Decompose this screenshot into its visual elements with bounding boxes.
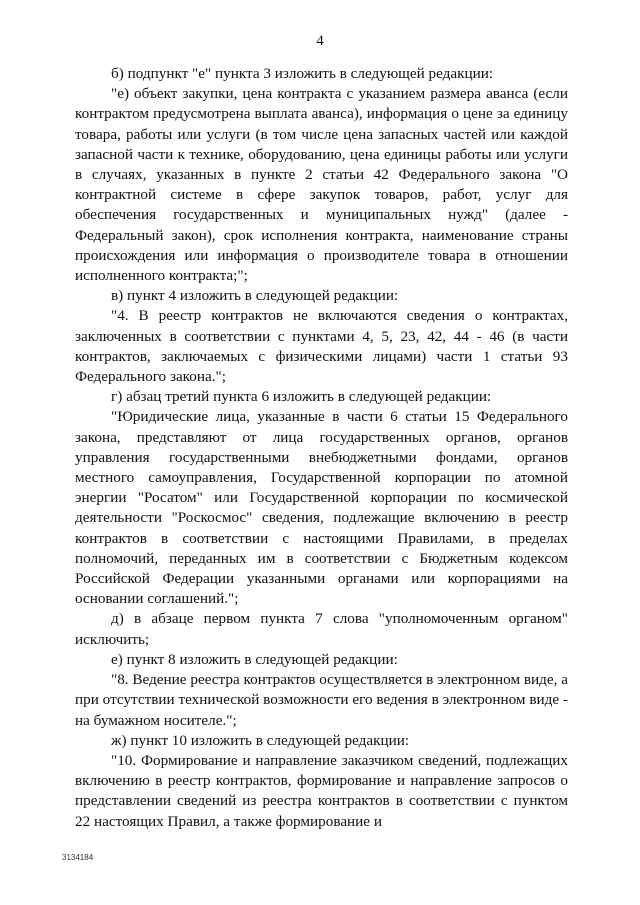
document-code: 3134184 <box>62 853 94 862</box>
paragraph-quote-e: "е) объект закупки, цена контракта с указанием размера аванса (если контрактом предусмотрена выплата аванса), информация о цене за единицу товара, работы или услуги (в том числе цена запасных частей или каждой запасной части к технике, оборудованию, цена единицы работы или услуги в случаях, указанных в пункте 2 статьи 42 Федерального закона "О контрактной системе в сфере закупок товаров, работ, услуг для обеспечения государственных и муниципальных нужд" (далее - Федеральный закон), срок исполнения контракта, наименование страны происхождения или информация о производителе товара в отношении исполненного контракта;"; <box>75 85 568 285</box>
paragraph-subitem-e: е) пункт 8 изложить в следующей редакции: <box>111 650 398 668</box>
paragraph-quote-legal-entities: "Юридические лица, указанные в части 6 статьи 15 Федерального закона, представляют от лица государственных органов, органов управления государственными внебюджетными фондами, органов местного самоуправления, Государственной корпорации по атомной энергии "Росатом" или Государственной корпорации по космической деятельности "Роскосмос" сведения, подлежащие включению в реестр контрактов в соответствии с настоящими Правилами, в пределах полномочий, переданных им в соответствии с Бюджетным кодексом Российской Федерации указанными органами или корпорациями на основании соглашений."; <box>75 408 568 608</box>
document-body <box>75 64 568 832</box>
paragraph-subitem-g: г) абзац третий пункта 6 изложить в следующей редакции: <box>111 388 492 406</box>
paragraph-quote-8: "8. Ведение реестра контрактов осуществляется в электронном виде, а при отсутствии технической возможности его ведения в электронном виде - на бумажном носителе."; <box>75 671 568 729</box>
paragraph-quote-4: "4. В реестр контрактов не включаются сведения о контрактах, заключенных в соответствии с пунктами 4, 5, 23, 42, 44 - 46 (в части контрактов, заключаемых с физическими лицами) части 1 статьи 93 Федерального закона."; <box>75 307 568 386</box>
page-number: 4 <box>316 33 324 49</box>
paragraph-subitem-b: б) подпункт "е" пункта 3 изложить в следующей редакции: <box>111 65 494 82</box>
paragraph-quote-10: "10. Формирование и направление заказчиком сведений, подлежащих включению в реестр контрактов, формирование и направление запросов о представлении сведений из реестра контрактов в соответствии с пунктом 22 настоящих Правил, а также формирование и <box>75 751 568 830</box>
paragraph-subitem-v: в) пункт 4 изложить в следующей редакции: <box>111 287 399 305</box>
paragraph-subitem-zh: ж) пункт 10 изложить в следующей редакции: <box>111 731 410 749</box>
paragraph-subitem-d: д) в абзаце первом пункта 7 слова "уполномоченным органом" исключить; <box>75 610 568 648</box>
